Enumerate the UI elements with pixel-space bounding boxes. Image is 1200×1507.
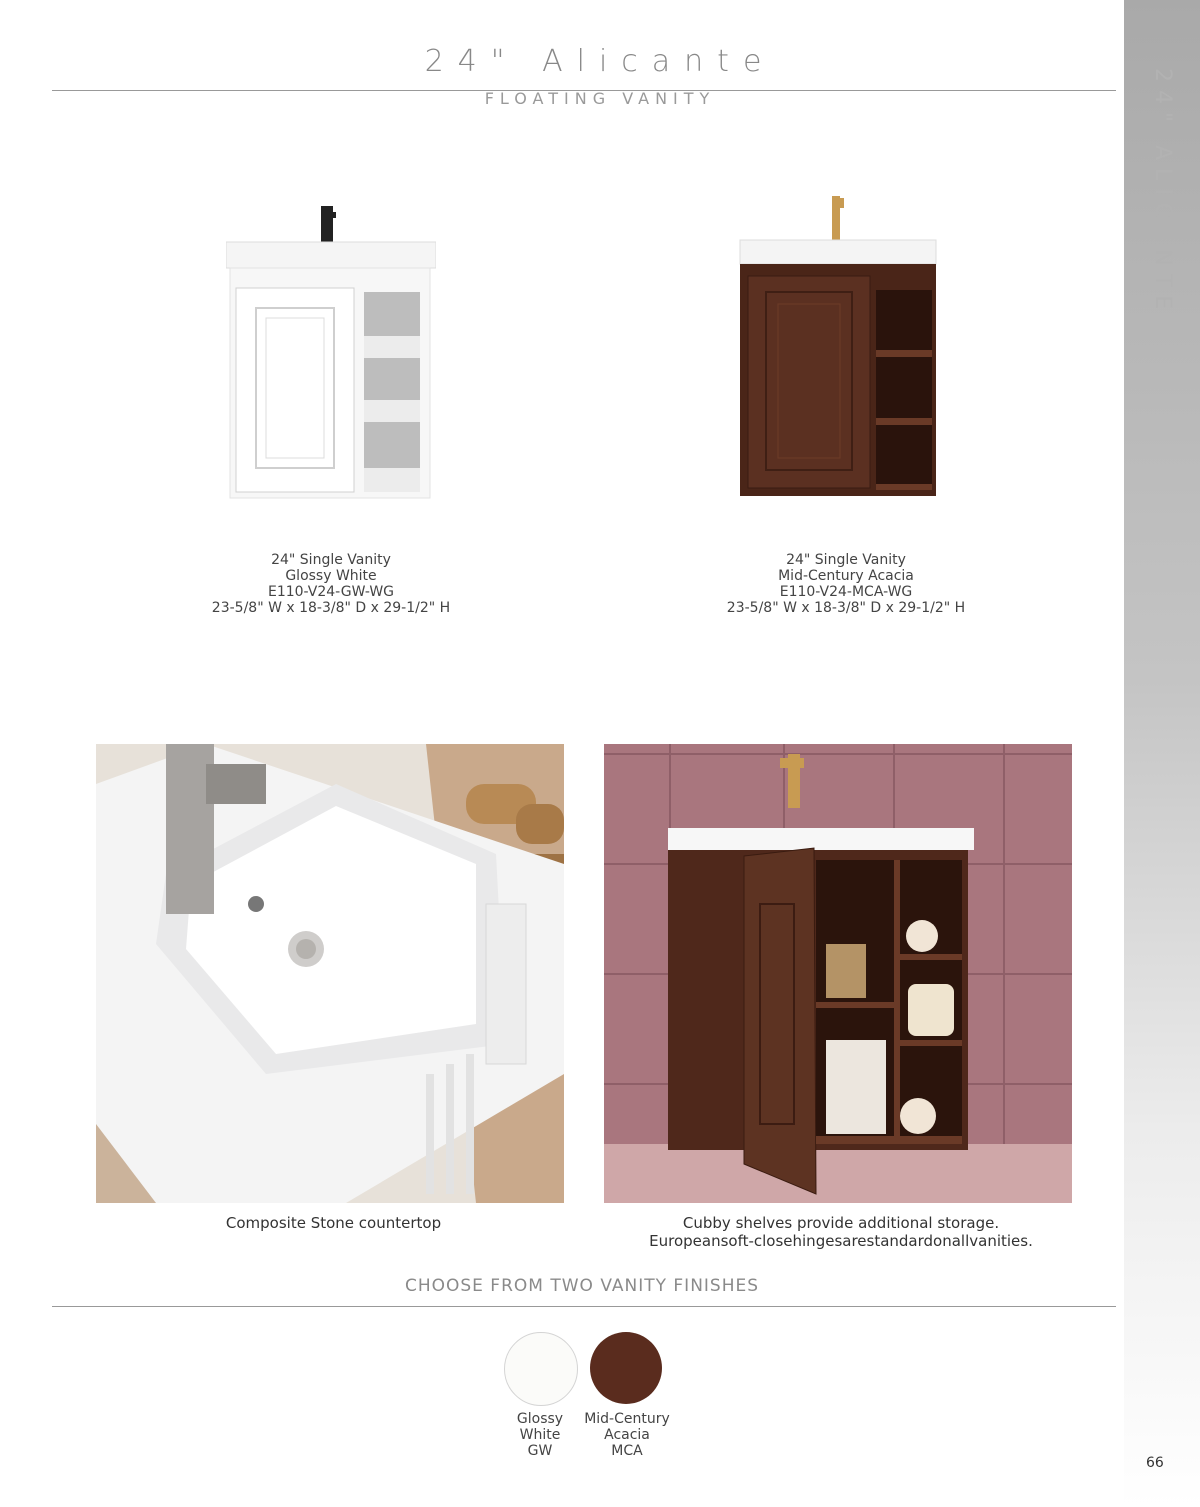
swatch-label-mid-century-acacia xyxy=(577,1411,677,1459)
page-title: 24" Alicante xyxy=(424,44,776,79)
product-dimensions: 23-5/8" W x 18-3/8" D x 29-1/2" H xyxy=(211,600,451,616)
finish-name: Mid-Century xyxy=(584,1411,670,1427)
product-finish: Glossy White xyxy=(285,568,377,584)
product-caption-mid-century-acacia xyxy=(696,552,996,616)
finish-name: White xyxy=(519,1427,561,1443)
side-title: 24" ALICANTE xyxy=(1150,68,1175,318)
finish-name: Glossy xyxy=(516,1411,564,1427)
photo-cubby-shelves xyxy=(604,744,1072,1203)
product-image-glossy-white xyxy=(226,204,436,500)
finishes-heading: CHOOSE FROM TWO VANITY FINISHES xyxy=(404,1276,760,1296)
swatch-mid-century-acacia xyxy=(590,1332,662,1404)
photo-countertop xyxy=(96,744,564,1203)
finishes-rule xyxy=(52,1306,1116,1307)
product-dimensions: 23-5/8" W x 18-3/8" D x 29-1/2" H xyxy=(726,600,966,616)
caption-line: Cubby shelves provide additional storage. xyxy=(682,1214,1000,1232)
product-caption-glossy-white xyxy=(186,552,476,616)
finish-name: Acacia xyxy=(604,1427,650,1443)
page-number: 66 xyxy=(1146,1455,1164,1471)
finish-code: MCA xyxy=(611,1443,643,1459)
product-sku: E110-V24-MCA-WG xyxy=(779,584,913,600)
finish-code: GW xyxy=(527,1443,553,1459)
product-finish: Mid-Century Acacia xyxy=(778,568,914,584)
product-sku: E110-V24-GW-WG xyxy=(267,584,395,600)
product-line: 24" Single Vanity xyxy=(271,552,391,568)
caption-line: Europeansoft-closehingesarestandardonallvanities. xyxy=(649,1232,1033,1250)
page-subtitle: FLOATING VANITY xyxy=(484,89,716,108)
product-image-mid-century-acacia xyxy=(738,194,938,500)
product-line: 24" Single Vanity xyxy=(786,552,906,568)
swatch-glossy-white xyxy=(504,1332,578,1406)
photo-caption-cubby-shelves xyxy=(604,1214,1078,1250)
swatch-label-glossy-white xyxy=(490,1411,590,1459)
photo-caption-countertop: Composite Stone countertop xyxy=(225,1214,442,1232)
